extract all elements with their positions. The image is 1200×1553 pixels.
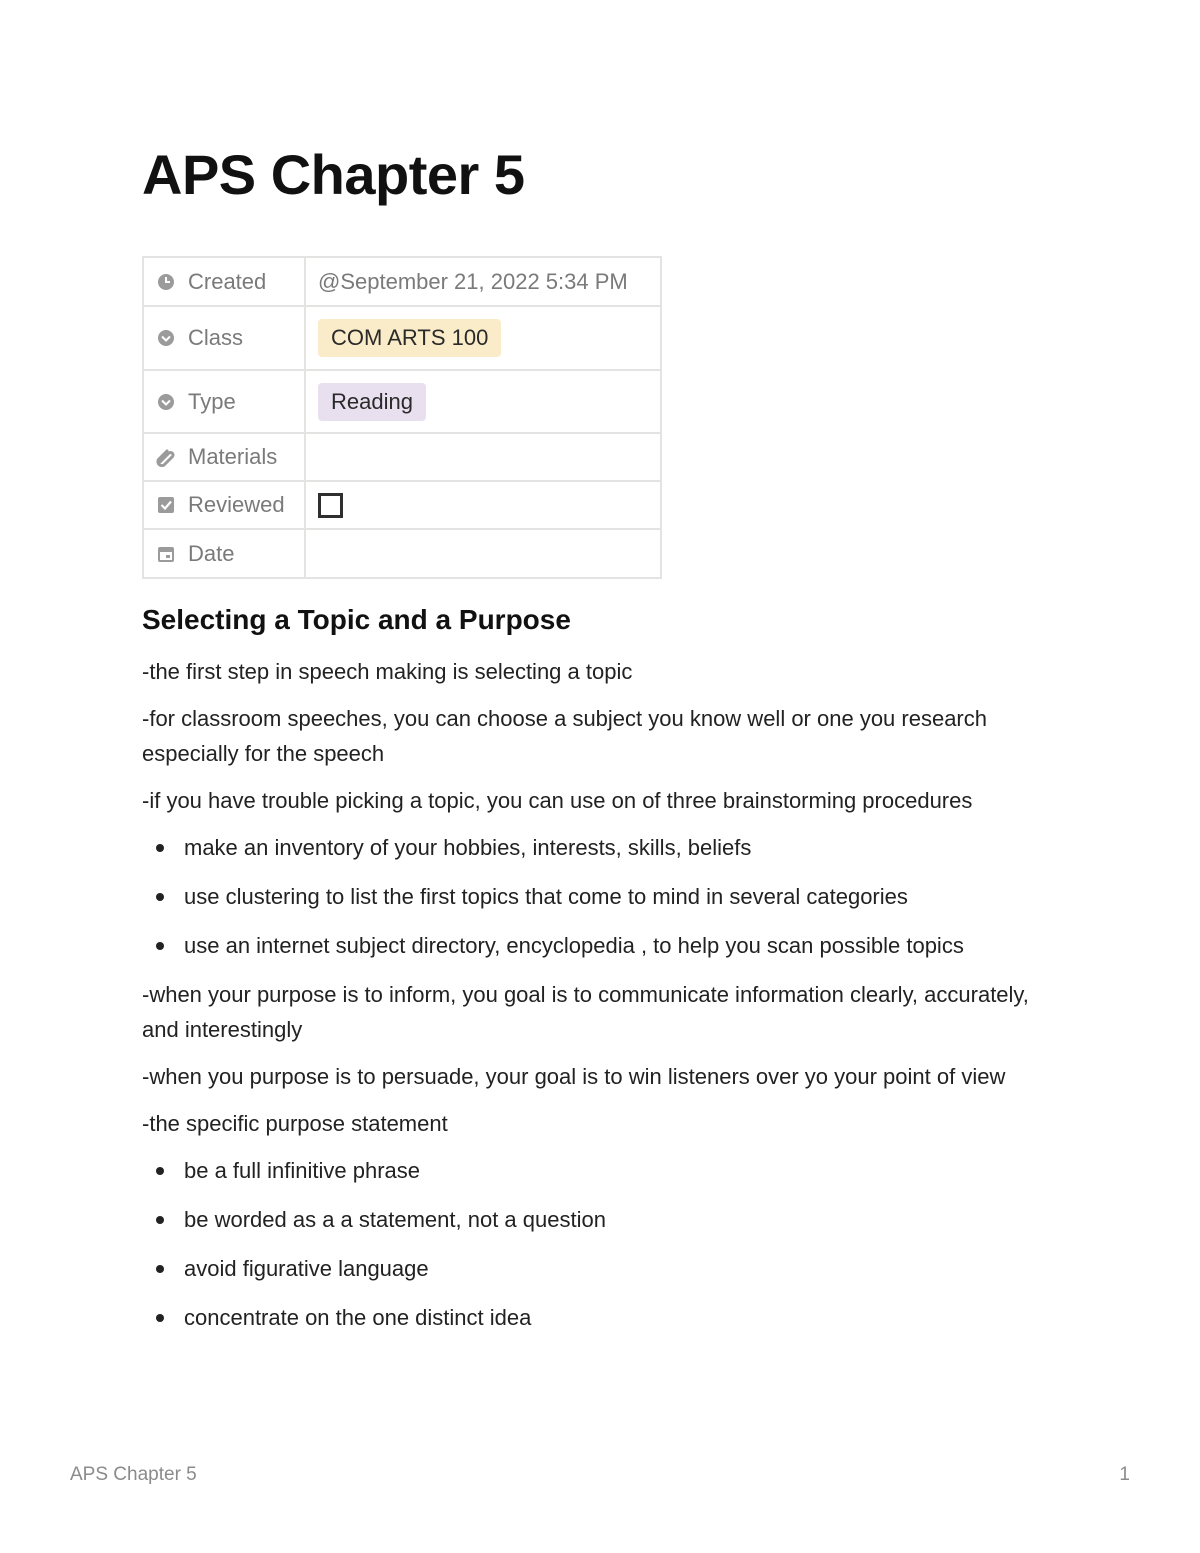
list-item: make an inventory of your hobbies, interests, skills, beliefs	[142, 830, 1062, 865]
created-date: @September 21, 2022 5:34 PM	[318, 268, 628, 294]
section-heading: Selecting a Topic and a Purpose	[142, 604, 571, 635]
property-key-created	[143, 257, 305, 306]
list-item: use an internet subject directory, encyclopedia , to help you scan possible topics	[142, 928, 1062, 963]
property-row-created	[143, 257, 661, 306]
property-label-materials: Materials	[188, 444, 278, 469]
notes-content	[142, 604, 1062, 1349]
list-item: be worded as a a statement, not a question	[142, 1202, 1062, 1237]
property-row-reviewed	[143, 481, 661, 529]
property-label-type: Type	[188, 388, 236, 414]
property-label-class: Class	[188, 325, 244, 350]
class-tag[interactable]: COM ARTS 100	[318, 319, 501, 357]
property-value-materials[interactable]	[305, 433, 661, 481]
clock-icon	[156, 272, 176, 292]
paragraph: -if you have trouble picking a topic, you can use on of three brainstorming procedures	[142, 788, 973, 813]
property-key-materials	[143, 433, 305, 481]
paperclip-icon	[156, 447, 176, 467]
paragraph: -when you purpose is to persuade, your goal is to win listeners over yo your point of view	[142, 1064, 1006, 1089]
property-key-date	[143, 529, 305, 578]
reviewed-checkbox[interactable]	[318, 493, 343, 518]
property-key-class	[143, 306, 305, 370]
checkbox-icon	[156, 495, 176, 515]
property-key-type	[143, 370, 305, 433]
list-item: avoid figurative language	[142, 1251, 1062, 1286]
property-value-created[interactable]	[305, 257, 661, 306]
calendar-icon	[156, 544, 176, 564]
property-value-reviewed[interactable]	[305, 481, 661, 529]
property-row-materials	[143, 433, 661, 481]
property-label-date: Date	[188, 540, 235, 566]
paragraph: -the first step in speech making is selecting a topic	[142, 659, 633, 684]
property-label-created: Created	[188, 268, 267, 294]
property-value-class[interactable]	[305, 306, 661, 370]
property-value-date[interactable]	[305, 529, 661, 578]
bullet-list	[142, 830, 1062, 963]
paragraph: -when your purpose is to inform, you goal is to communicate information clearly, accurately, and interestingly	[142, 982, 1029, 1042]
paragraph: -the specific purpose statement	[142, 1111, 448, 1136]
page-number: 1	[1119, 1464, 1130, 1485]
bullet-list	[142, 1153, 1062, 1335]
property-row-date	[143, 529, 661, 578]
property-row-type	[143, 370, 661, 433]
property-key-reviewed	[143, 481, 305, 529]
property-row-class	[143, 306, 661, 370]
properties-table	[142, 256, 662, 579]
list-item: be a full infinitive phrase	[142, 1153, 1062, 1188]
page-title: APS Chapter 5	[142, 143, 525, 206]
select-icon	[156, 328, 176, 348]
footer-title: APS Chapter 5	[70, 1464, 197, 1485]
select-icon	[156, 392, 176, 412]
type-tag[interactable]: Reading	[318, 383, 426, 421]
paragraph: -for classroom speeches, you can choose a subject you know well or one you research especially for the speech	[142, 706, 987, 766]
property-value-type[interactable]	[305, 370, 661, 433]
list-item: concentrate on the one distinct idea	[142, 1300, 1062, 1335]
list-item: use clustering to list the first topics that come to mind in several categories	[142, 879, 1062, 914]
property-label-reviewed: Reviewed	[188, 492, 285, 517]
